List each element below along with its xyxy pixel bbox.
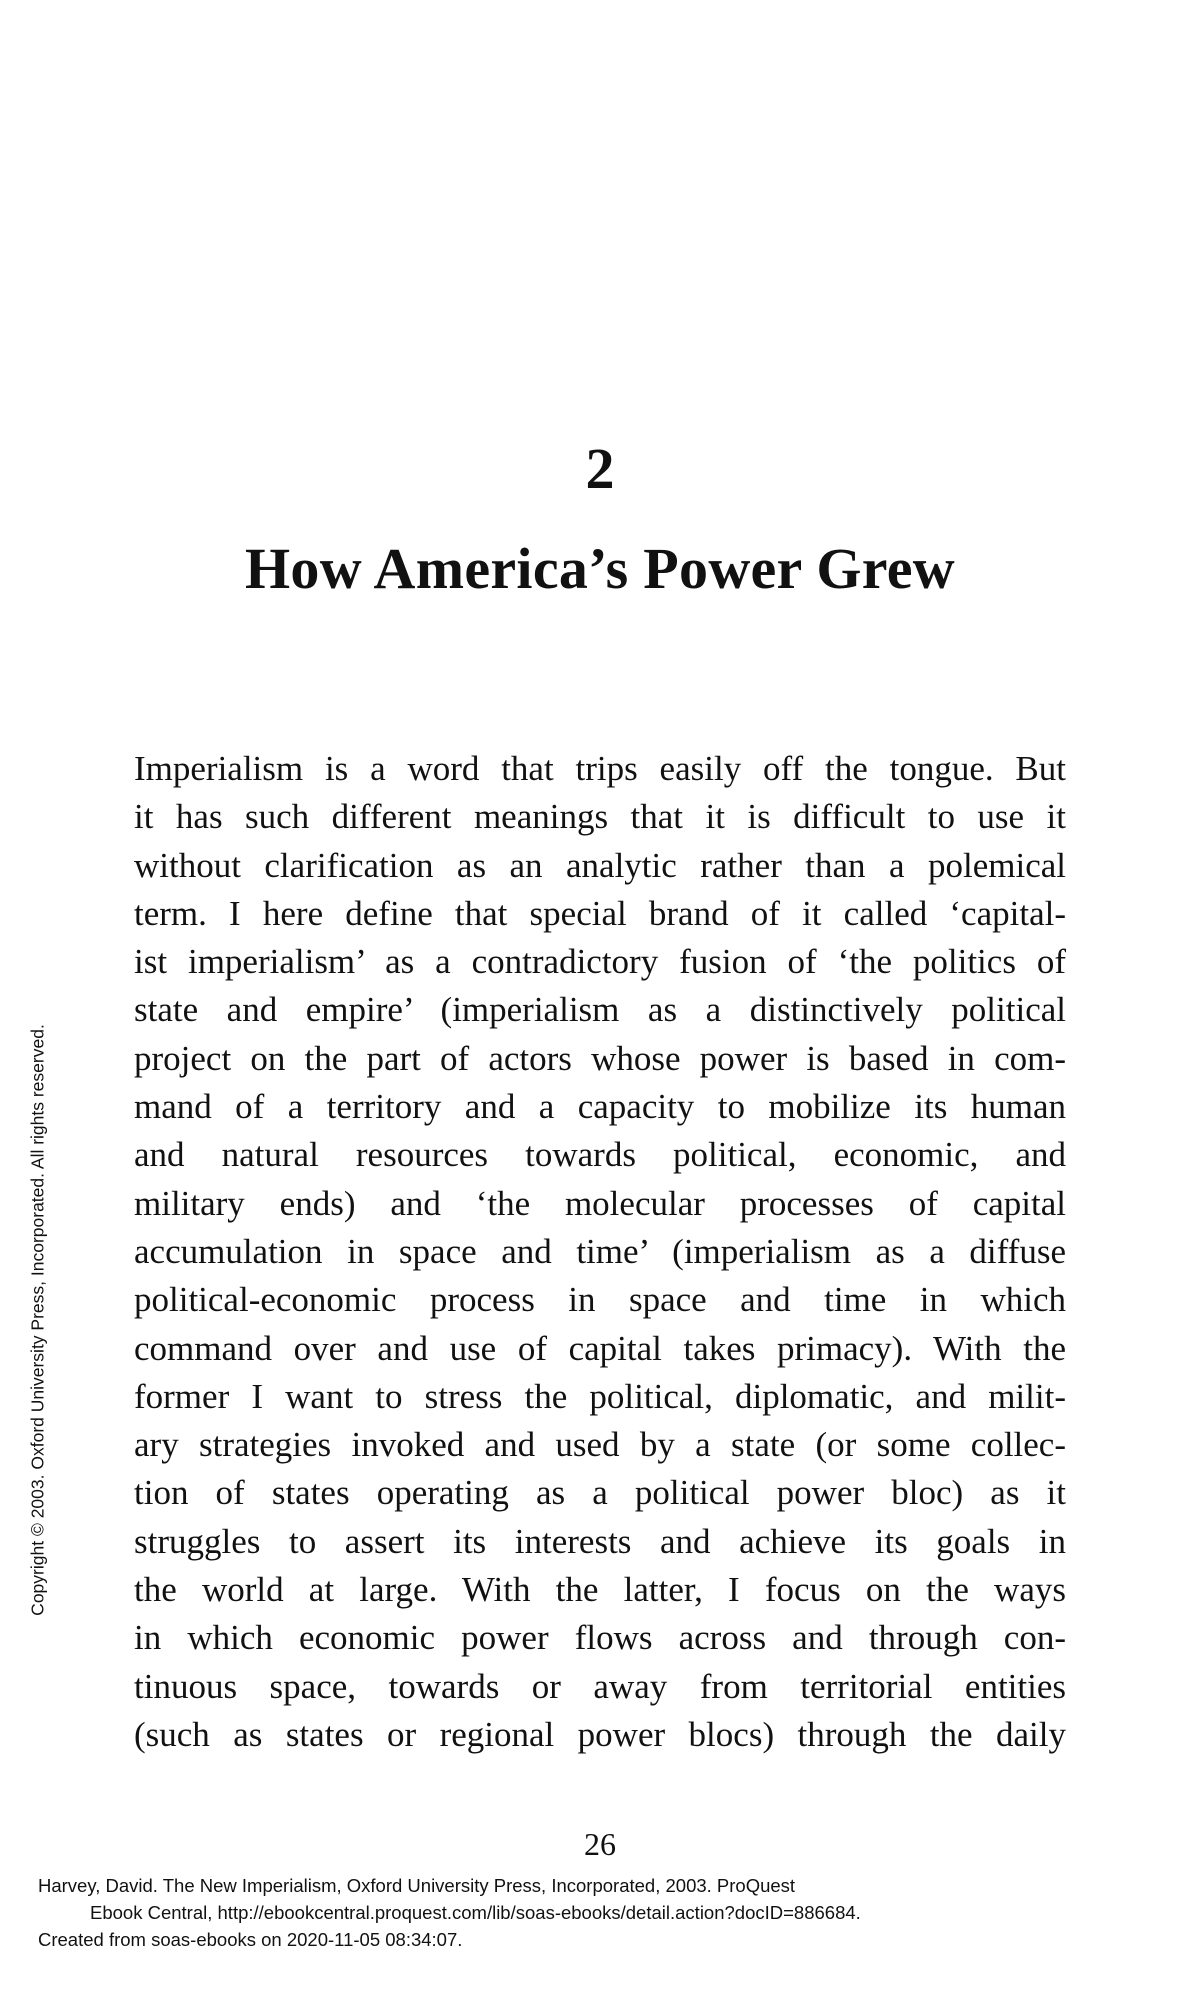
citation-url-line: Ebook Central, http://ebookcentral.proquest.com/lib/soas-ebooks/detail.action?docID=886684. [90,1902,861,1923]
text-line: the world at large. With the latter, I focus on the ways [134,1570,1066,1610]
text-line: ist imperialism’ as a contradictory fusion of ‘the politics of [134,942,1066,982]
text-line: Imperialism is a word that trips easily off the tongue. But [134,749,1066,788]
text-line: political-economic process in space and time in which [134,1280,1066,1320]
body-paragraph [134,745,1066,1759]
text-line: ary strategies invoked and used by a state (or some collec- [134,1425,1066,1465]
text-line: and natural resources towards political, economic, and [134,1135,1066,1175]
text-line: in which economic power flows across and through con- [134,1618,1066,1658]
text-line: accumulation in space and time’ (imperialism as a diffuse [134,1231,1066,1271]
text-line: tinuous space, towards or away from territorial entities [134,1666,1066,1706]
text-line: it has such different meanings that it is difficult to use it [134,797,1066,837]
created-line: Created from soas-ebooks on 2020-11-05 08:34:07. [38,1929,463,1950]
copyright-notice: Copyright © 2003. Oxford University Press, Incorporated. All rights reserved. [27,1024,48,1616]
text-line: (such as states or regional power blocs) through the daily [134,1714,1066,1754]
chapter-number: 2 [585,436,615,501]
text-line: state and empire’ (imperialism as a distinctively political [134,990,1066,1030]
text-line: military ends) and ‘the molecular processes of capital [134,1183,1066,1223]
text-line: struggles to assert its interests and achieve its goals in [134,1521,1066,1561]
page-number: 26 [584,1826,616,1862]
chapter-title: How America’s Power Grew [245,536,955,601]
text-line: former I want to stress the political, diplomatic, and milit- [134,1376,1066,1416]
text-line: term. I here define that special brand of it called ‘capital- [134,893,1066,933]
citation-footer [38,1872,861,1953]
text-line: mand of a territory and a capacity to mobilize its human [134,1087,1066,1127]
text-line: without clarification as an analytic rather than a polemical [134,845,1066,885]
citation-line: Harvey, David. The New Imperialism, Oxford University Press, Incorporated, 2003. ProQuest [38,1875,796,1896]
text-line: command over and use of capital takes primacy). With the [134,1328,1066,1368]
text-line: tion of states operating as a political power bloc) as it [134,1473,1066,1513]
text-line: project on the part of actors whose power is based in com- [134,1038,1066,1078]
